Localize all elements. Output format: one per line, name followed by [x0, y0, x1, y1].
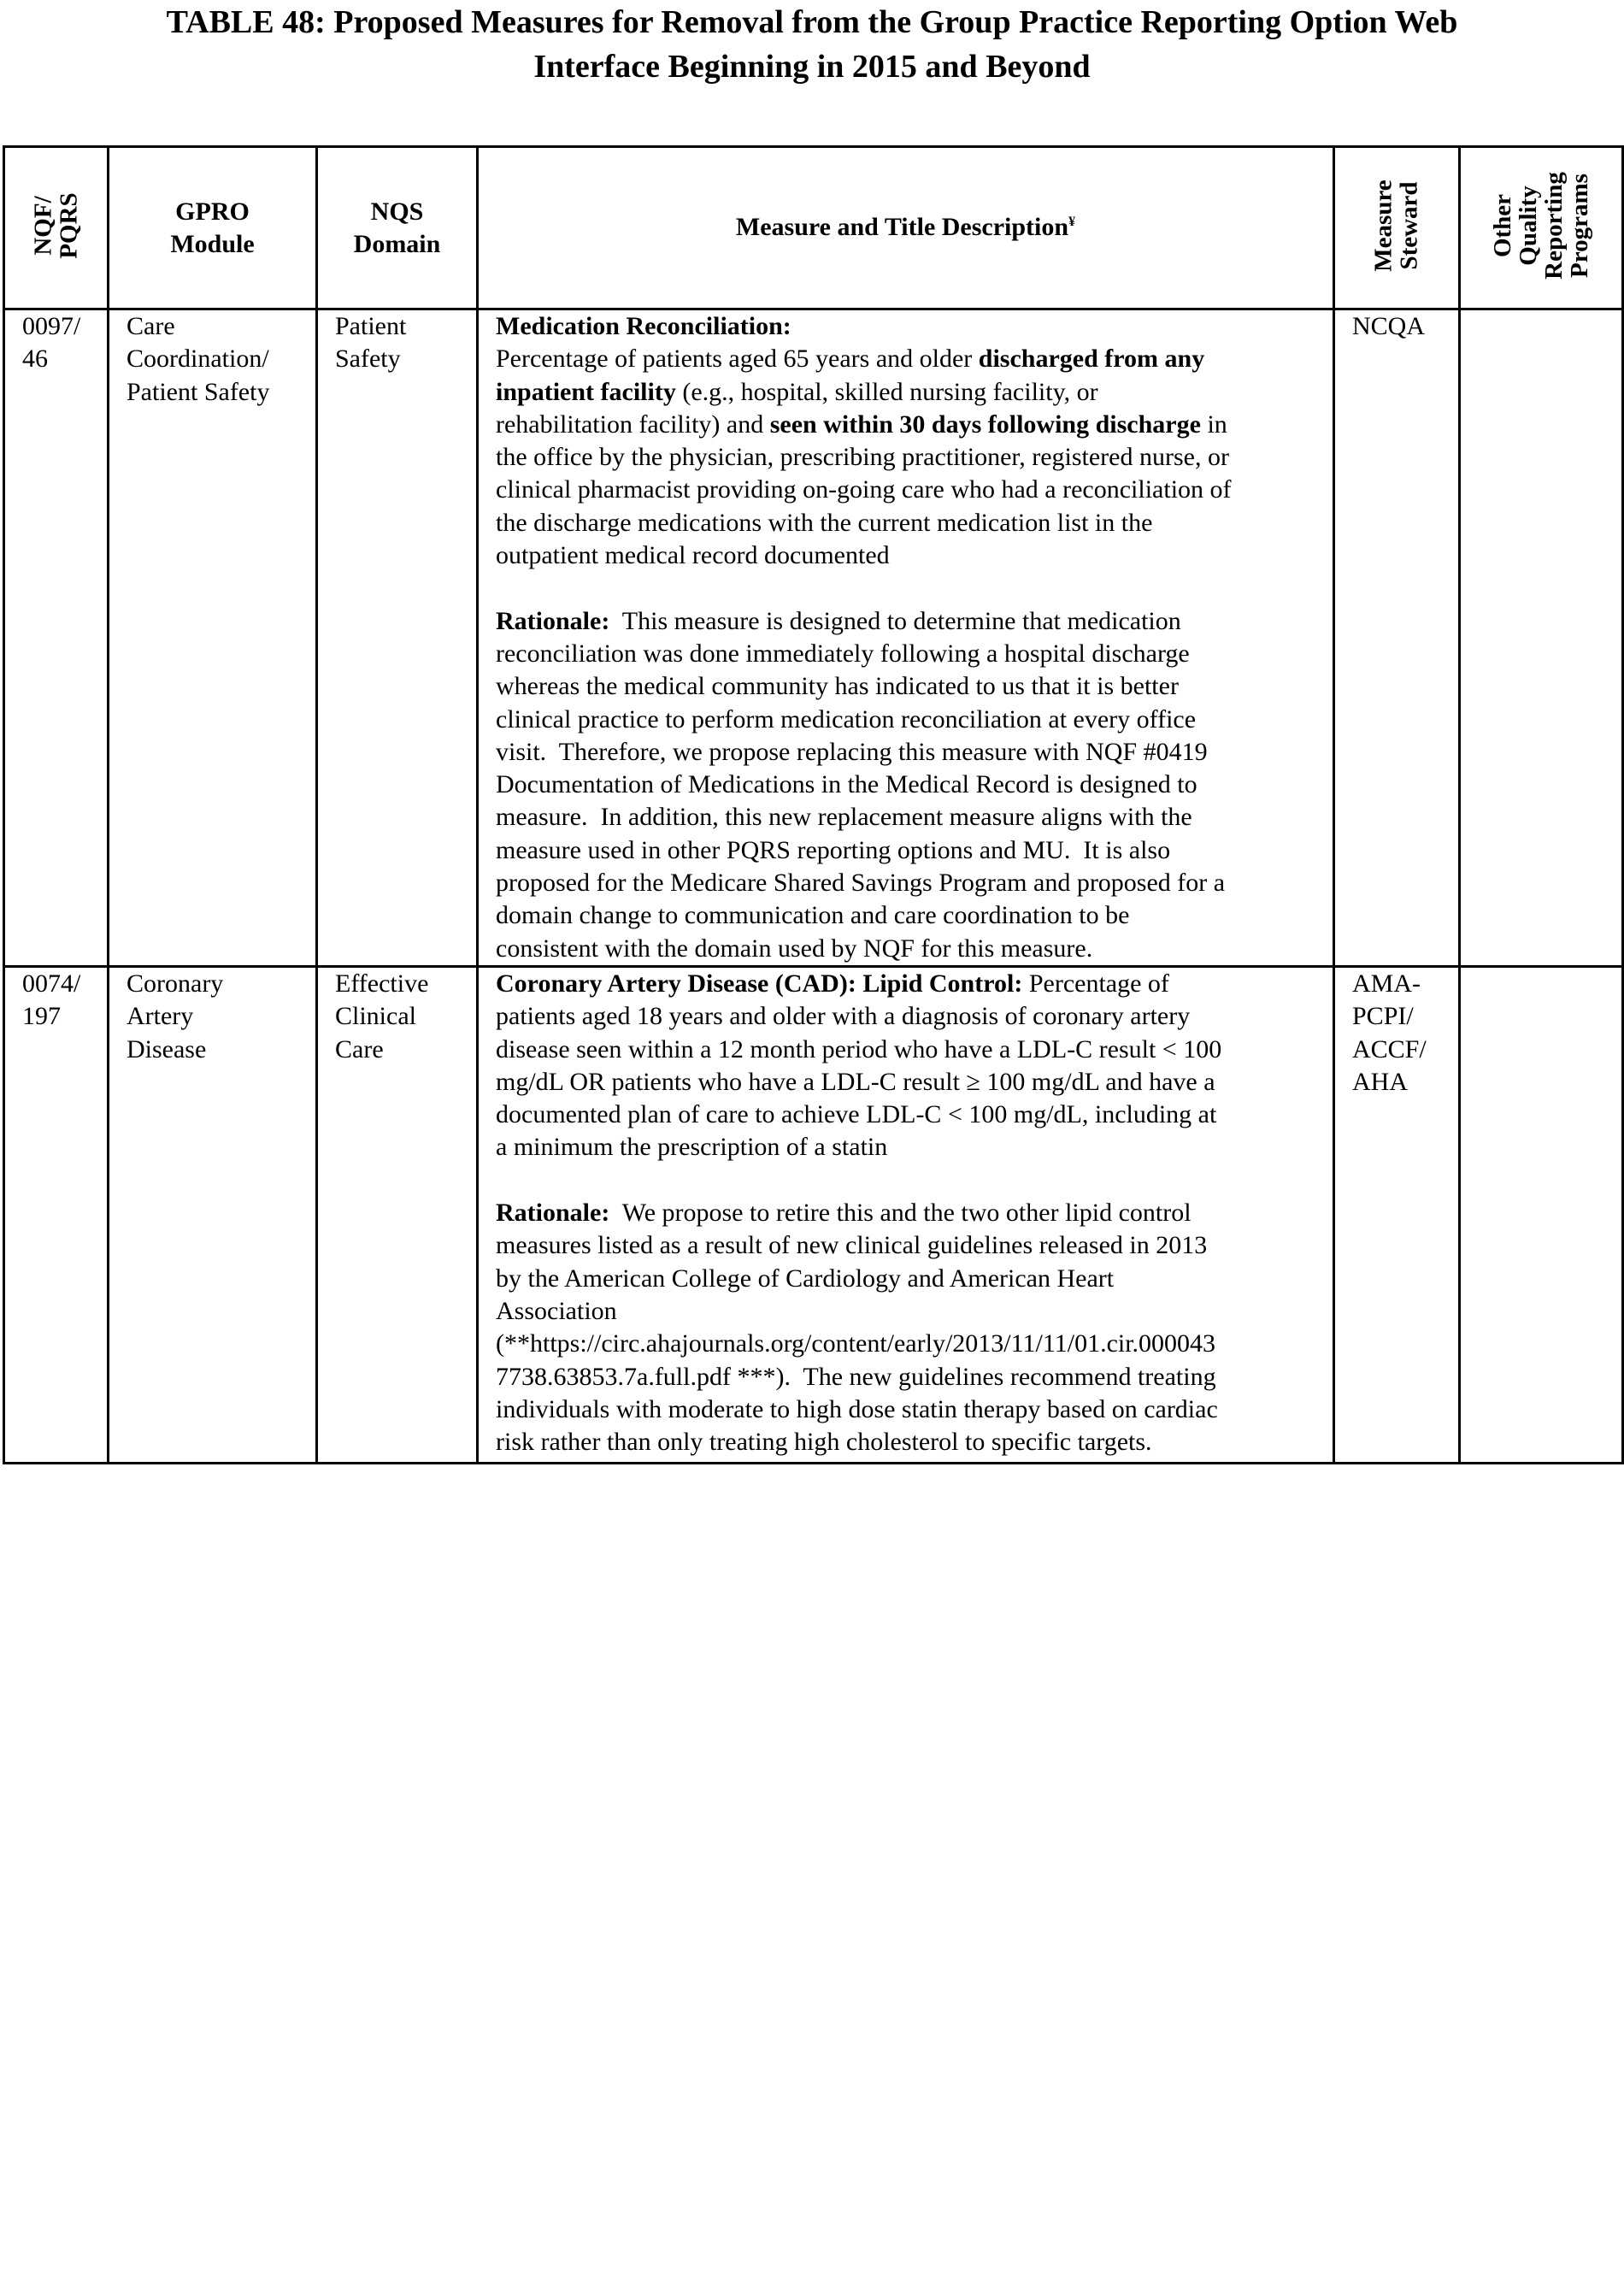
- header-row: [4, 147, 1623, 309]
- measure-title: Medication Reconciliation:: [496, 312, 791, 340]
- header-measure-steward: Measure Steward: [1334, 147, 1460, 309]
- table-title-line-2: Interface Beginning in 2015 and Beyond: [533, 49, 1091, 85]
- header-other-programs: Other Quality Reporting Programs: [1460, 147, 1623, 309]
- table-row: [4, 309, 1623, 967]
- cell-gpro: Coronary Artery Disease: [109, 966, 317, 1463]
- table-title-line-1: TABLE 48: Proposed Measures for Removal from the Group Practice Reporting Option Web: [166, 4, 1458, 40]
- cell-steward: NCQA: [1334, 309, 1460, 967]
- header-nqf-pqrs: NQF/ PQRS: [4, 147, 109, 309]
- header-nqs-domain: NQS Domain: [317, 147, 478, 309]
- cell-nqf: 0074/ 197: [4, 966, 109, 1463]
- cell-other-programs: [1460, 966, 1623, 1463]
- cell-nqf: 0097/ 46: [4, 309, 109, 967]
- cell-gpro: Care Coordination/ Patient Safety: [109, 309, 317, 967]
- cell-nqs: Patient Safety: [317, 309, 478, 967]
- footnote-mark: ¥: [1068, 215, 1076, 230]
- cell-other-programs: [1460, 309, 1623, 967]
- rationale-label: Rationale:: [496, 606, 610, 635]
- rationale-label: Rationale:: [496, 1199, 610, 1228]
- header-measure-description: Measure and Title Description¥: [478, 147, 1334, 309]
- measures-table: [3, 145, 1624, 1464]
- cell-measure-description: Coronary Artery Disease (CAD): Lipid Control: Percentage of patients aged 18 years and older with a diagnosis of coronary artery disease seen within a 12 month period who have a LDL-C result < 100 mg/dL OR patients who have a LDL-C result ≥ 100 mg/dL and have a documented plan of care to achieve LDL-C < 100 mg/dL, including at a minimum the prescription of a statin Rationale: We propose to retire this and the two other lipid control measures listed as a result of new clinical guidelines released in 2013 by the American College of Cardiology and American Heart Association (**https://circ.ahajournals.org/content/early/2013/11/11/01.cir.000043 7738.63853.7a.full.pdf ***). The new guidelines recommend treating individuals with moderate to high dose statin therapy based on cardiac risk rather than only treating high cholesterol to specific targets.: [478, 966, 1334, 1463]
- cell-steward: AMA- PCPI/ ACCF/ AHA: [1334, 966, 1460, 1463]
- measure-title: Coronary Artery Disease (CAD): Lipid Control:: [496, 969, 1023, 998]
- table-title: [0, 0, 1624, 89]
- cell-nqs: Effective Clinical Care: [317, 966, 478, 1463]
- cell-measure-description: Medication Reconciliation: Percentage of patients aged 65 years and older discharged from any inpatient facility (e.g., hospital, skilled nursing facility, or rehabilitation facility) and seen within 30 days following discharge in the office by the physician, prescribing practitioner, registered nurse, or clinical pharmacist providing on-going care who had a reconciliation of the discharge medications with the current medication list in the outpatient medical record documented Rationale: This measure is designed to determine that medication reconciliation was done immediately following a hospital discharge whereas the medical community has indicated to us that it is better clinical practice to perform medication reconciliation at every office visit. Therefore, we propose replacing this measure with NQF #0419 Documentation of Medications in the Medical Record is designed to measure. In addition, this new replacement measure aligns with the measure used in other PQRS reporting options and MU. It is also proposed for the Medicare Shared Savings Program and proposed for a domain change to communication and care coordination to be consistent with the domain used by NQF for this measure.: [478, 309, 1334, 967]
- table-row: [4, 966, 1623, 1463]
- header-gpro-module: GPRO Module: [109, 147, 317, 309]
